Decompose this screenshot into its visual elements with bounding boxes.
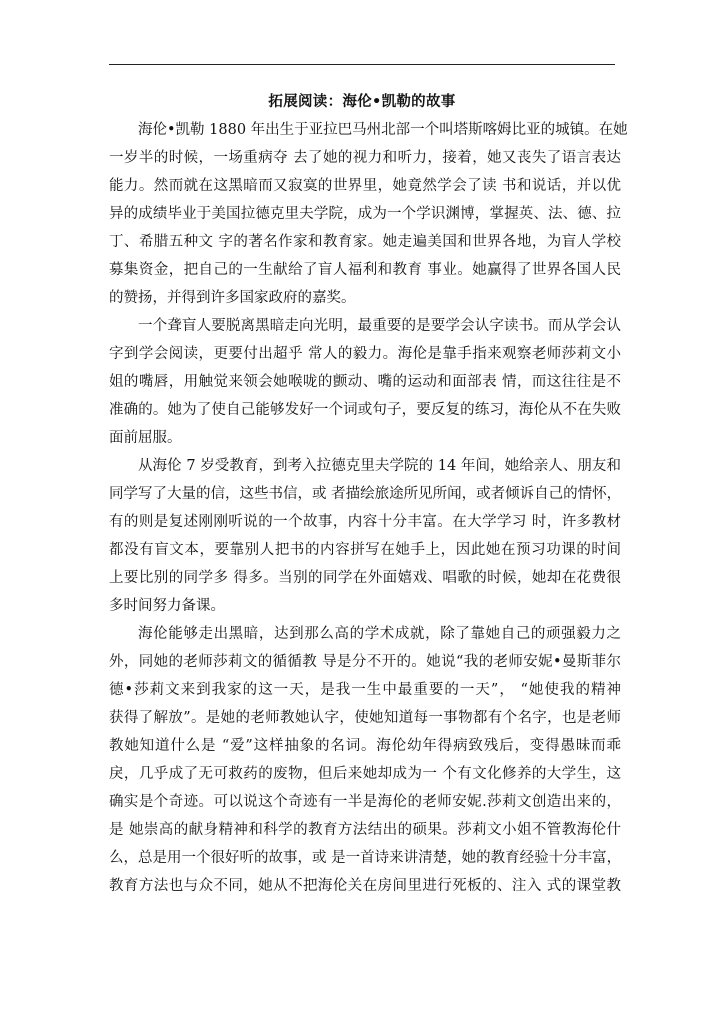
paragraph-line: 能力。然而就在这黑暗而又寂寞的世界里，她竟然学会了读 书和说话，并以优 [109,178,621,194]
paragraph-line: 字到学会阅读，更要付出超乎 常人的毅力。海伦是靠手指来观察老师莎莉文小 [109,346,621,362]
paragraph-line: 确实是个奇迹。可以说这个奇迹有一半是海伦的老师安妮.莎莉文创造出来的， [109,794,621,810]
paragraph-line: 都没有盲文本，要靠别人把书的内容拼写在她手上，因此她在预习功课的时间 [109,542,621,558]
paragraph-line: 外，同她的老师莎莉文的循循教 导是分不开的。她说“我的老师安妮•曼斯菲尔 [109,654,621,670]
header-rule [109,64,615,65]
paragraph-line: 戾，几乎成了无可救药的废物，但后来她却成为一 个有文化修养的大学生，这 [109,766,621,782]
paragraph-line: 姐的嘴唇，用触觉来领会她喉咙的颤动、嘴的运动和面部表 情，而这往往是不 [109,374,621,390]
paragraph-line: 上要比别的同学多 得多。当别的同学在外面嬉戏、唱歌的时候，她却在花费很 [109,570,621,586]
page-title: 拓展阅读：海伦•凯勒的故事 [268,94,456,110]
paragraph-line: 获得了解放”。是她的老师教她认字，使她知道每一事物都有个名字，也是老师 [109,710,621,726]
paragraph-line: 从海伦 7 岁受教育，到考入拉德克里夫学院的 14 年间，她给亲人、朋友和 [138,458,621,474]
paragraph-line: 丁、希腊五种文 字的著名作家和教育家。她走遍美国和世界各地，为盲人学校 [109,234,621,250]
paragraph-line: 么，总是用一个很好听的故事，或 是一首诗来讲清楚，她的教育经验十分丰富， [109,850,622,866]
paragraph-line: 准确的。她为了使自己能够发好一个词或句子，要反复的练习，海伦从不在失败 [109,402,621,418]
paragraph-line: 海伦能够走出黑暗，达到那么高的学术成就，除了靠她自己的顽强毅力之 [138,626,621,642]
paragraph-line: 多时间努力备课。 [109,598,225,614]
paragraph-line: 教她知道什么是 “爱”这样抽象的名词。海伦幼年得病致残后，变得愚昧而乖 [109,738,621,754]
paragraph-line: 异的成绩毕业于美国拉德克里夫学院，成为一个学识渊博，掌握英、法、德、拉 [109,206,621,222]
paragraph-line: 面前屈服。 [109,430,182,446]
paragraph-line: 是 她崇高的献身精神和科学的教育方法结出的硕果。莎莉文小姐不管教海伦什 [109,822,621,838]
paragraph-line: 募集资金，把自己的一生献给了盲人福利和教育 事业。她赢得了世界各国人民 [109,262,621,278]
paragraph-line: 有的则是复述刚刚听说的一个故事，内容十分丰富。在大学学习 时，许多教材 [109,514,621,530]
paragraph-line: 一个聋盲人要脱离黑暗走向光明，最重要的是要学会认字读书。而从学会认 [138,318,621,334]
paragraph-line: 一岁半的时候，一场重病夺 去了她的视力和听力，接着，她又丧失了语言表达 [109,150,621,166]
paragraph-line: 的赞扬，并得到许多国家政府的嘉奖。 [109,290,356,306]
paragraph-line: 德•莎莉文来到我家的这一天，是我一生中最重要的一天”， “她使我的精神 [109,682,621,698]
paragraph-line: 海伦•凯勒 1880 年出生于亚拉巴马州北部一个叫塔斯喀姆比亚的城镇。在她 [138,122,628,138]
paragraph-line: 教育方法也与众不同，她从不把海伦关在房间里进行死板的、注入 式的课堂教 [109,878,621,894]
paragraph-line: 同学写了大量的信，这些书信，或 者描绘旅途所见所闻，或者倾诉自己的情怀， [109,486,622,502]
